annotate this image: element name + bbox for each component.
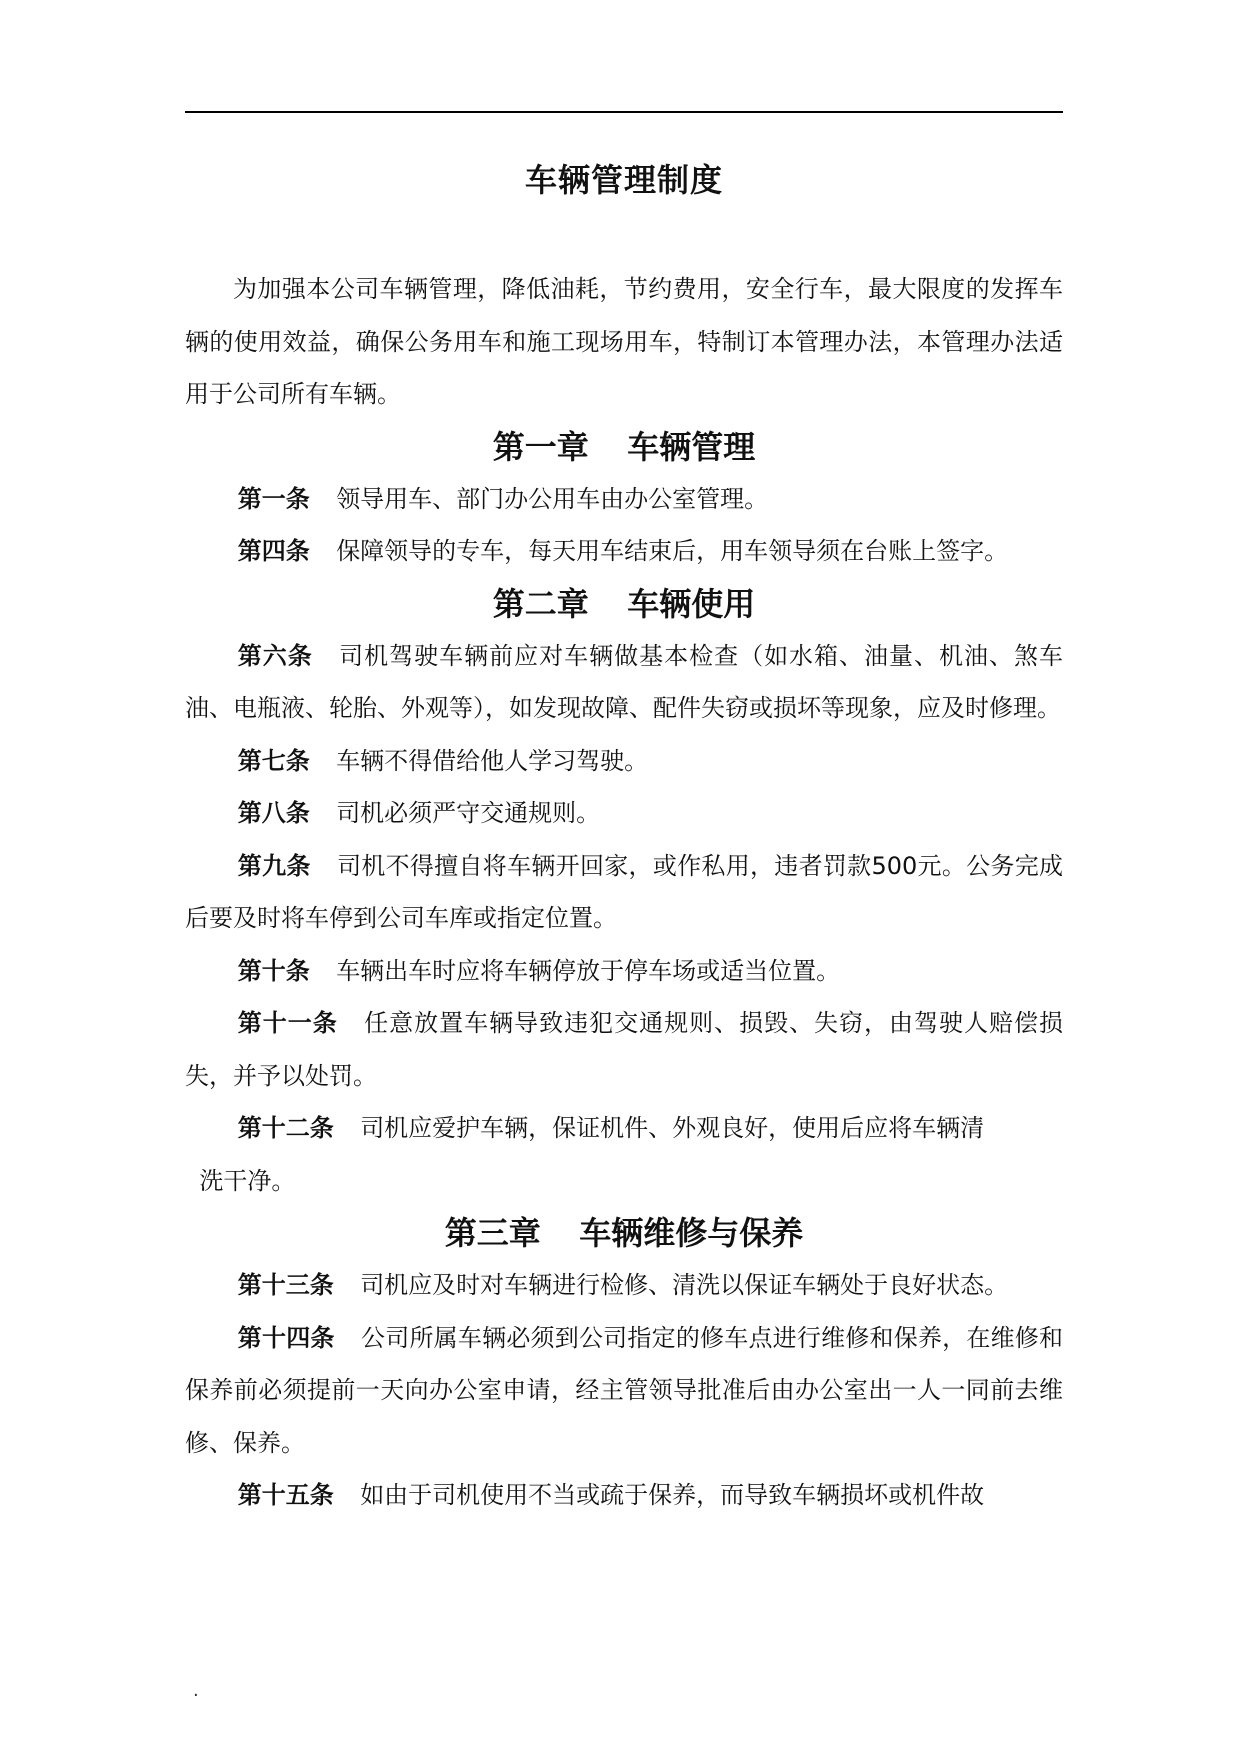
article-text: 任意放置车辆导致违犯交通规则、损毁、失窃，由驾驶人赔偿损失，并予以处罚。 [185, 1009, 1064, 1090]
article-text: 保障领导的专车，每天用车结束后，用车领导须在台账上签字。 [336, 537, 1009, 565]
article-number: 第六条 [237, 641, 313, 670]
chapter-name: 车辆使用 [627, 584, 756, 623]
header-rule [185, 111, 1063, 113]
article [185, 630, 1063, 735]
intro-paragraph: 为加强本公司车辆管理，降低油耗，节约费用，安全行车，最大限度的发挥车辆的使用效益，确保公务用车和施工现场用车，特制订本管理办法，本管理办法适用于公司所有车辆。 [185, 275, 1063, 408]
article-number: 第四条 [237, 537, 310, 565]
article-text: 司机必须严守交通规则。 [336, 799, 601, 827]
chapter-heading [185, 1207, 1063, 1259]
article-number: 第九条 [237, 851, 311, 880]
article-number: 第七条 [237, 746, 310, 775]
article [185, 525, 1063, 578]
chapter-name: 车辆管理 [627, 427, 756, 466]
chapter-heading [185, 421, 1063, 473]
chapter-heading [185, 578, 1063, 630]
article-text: 司机不得擅自将车辆开回家，或作私用，违者罚款500元。公务完成后要及时将车停到公司车库或指定位置。 [185, 851, 1063, 932]
article-text: 车辆不得借给他人学习驾驶。 [336, 746, 649, 775]
article [185, 1102, 1063, 1207]
chapter-number: 第三章 [444, 1214, 541, 1252]
article [185, 473, 1063, 526]
article-number: 第十一条 [237, 1009, 338, 1037]
article [185, 735, 1063, 788]
article-number: 第十四条 [237, 1323, 335, 1352]
article [185, 945, 1063, 998]
article-text: 公司所属车辆必须到公司指定的修车点进行维修和保养，在维修和保养前必须提前一天向办公室申请，经主管领导批准后由办公室出一人一同前去维修、保养。 [185, 1323, 1064, 1457]
article-text: 车辆出车时应将车辆停放于停车场或适当位置。 [336, 956, 841, 985]
article [185, 840, 1063, 945]
chapter-name: 车辆维修与保养 [579, 1214, 804, 1252]
article-text: 领导用车、部门办公用车由办公室管理。 [336, 484, 769, 513]
article-number: 第一条 [237, 484, 310, 513]
document-title: 车辆管理制度 [524, 161, 723, 199]
article-text-continued: 洗干净。 [199, 1166, 296, 1195]
article-number: 第十条 [237, 956, 310, 985]
chapter-number: 第二章 [492, 584, 589, 623]
article-number: 第八条 [237, 799, 310, 827]
article-text: 如由于司机使用不当或疏于保养，而导致车辆损坏或机件故 [360, 1481, 985, 1509]
article [185, 787, 1063, 840]
footer-mark: . [193, 1680, 199, 1701]
article-text: 司机应爱护车辆，保证机件、外观良好，使用后应将车辆清 [360, 1114, 985, 1142]
article-text: 司机应及时对车辆进行检修、清洗以保证车辆处于良好状态。 [360, 1271, 1009, 1299]
chapter-number: 第一章 [492, 427, 589, 466]
article [185, 997, 1063, 1102]
article-number: 第十三条 [237, 1271, 334, 1299]
article-number: 第十五条 [237, 1481, 334, 1509]
article [185, 1469, 1063, 1522]
article-number: 第十二条 [237, 1114, 334, 1142]
article-text: 司机驾驶车辆前应对车辆做基本检查（如水箱、油量、机油、煞车油、电瓶液、轮胎、外观等），如发现故障、配件失窃或损坏等现象，应及时修理。 [185, 641, 1064, 722]
document-body [185, 263, 1063, 1522]
article [185, 1312, 1063, 1470]
article [185, 1259, 1063, 1312]
